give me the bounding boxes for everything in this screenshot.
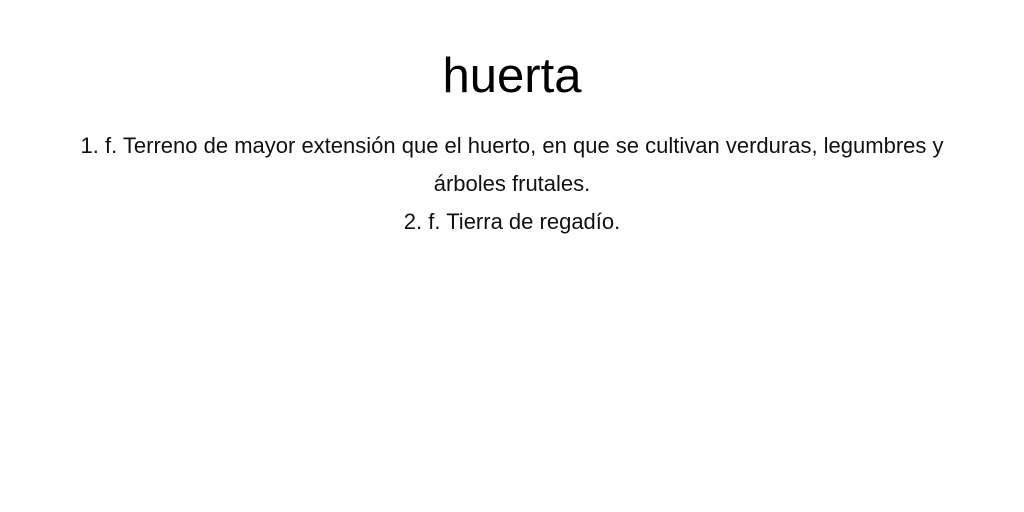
- definition-text: Tierra de regadío.: [446, 209, 621, 234]
- definition-item: [70, 203, 954, 241]
- sense-number: 1.: [80, 133, 99, 158]
- definition-item: [70, 127, 954, 203]
- definition-list: [70, 127, 954, 241]
- grammatical-category: f.: [104, 133, 118, 158]
- sense-number: 2.: [403, 209, 423, 234]
- grammatical-category: f.: [428, 209, 441, 234]
- headword: huerta: [442, 49, 582, 103]
- definition-text: Terreno de mayor extensión que el huerto, en que se cultivan verduras, legumbres y árboles frutales.: [122, 133, 944, 196]
